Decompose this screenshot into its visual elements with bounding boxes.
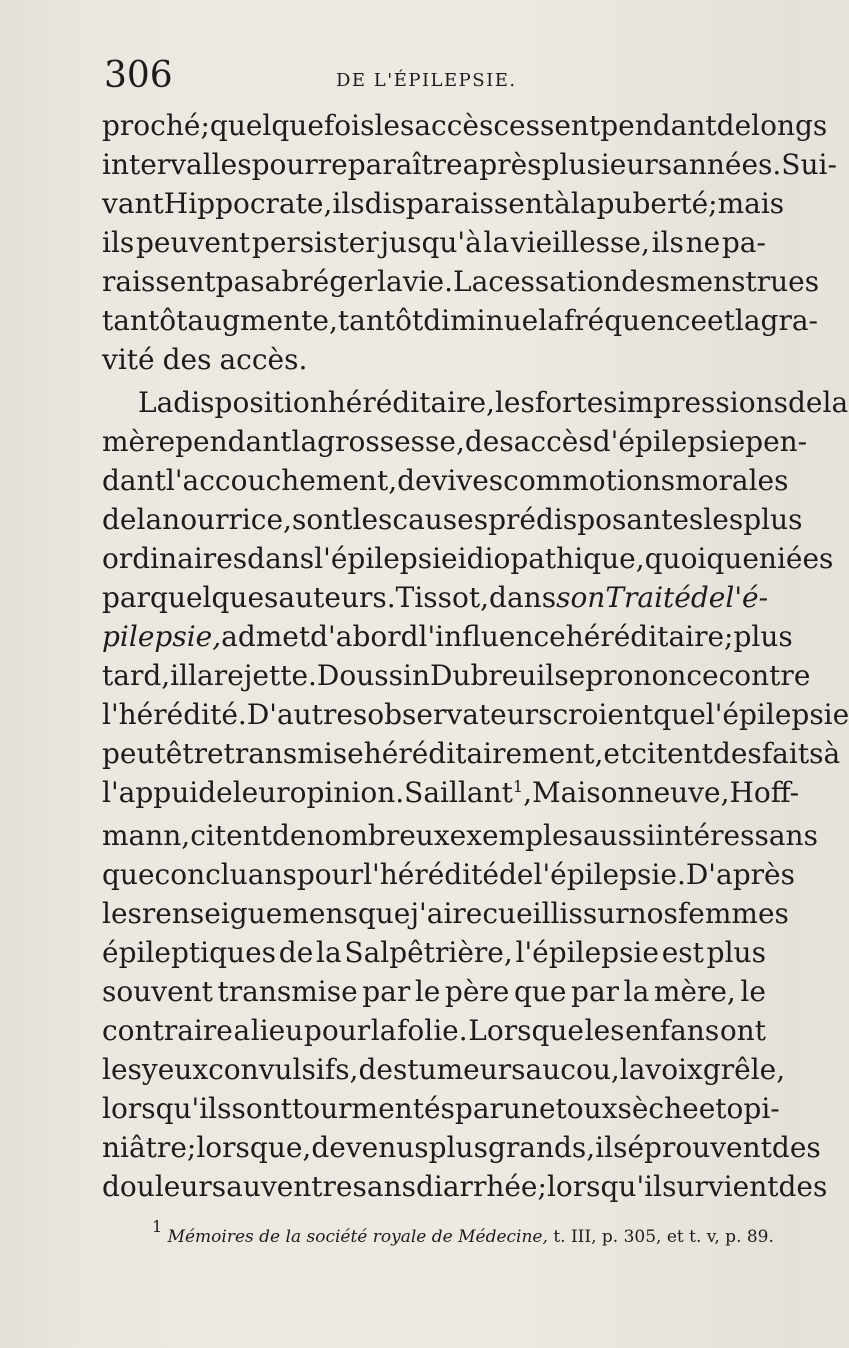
text-line: raissent pas abréger la vie. La cessation des menstrues bbox=[102, 265, 820, 298]
text-line: souvent transmise par le père que par la mère, le bbox=[102, 975, 766, 1008]
text-line: les renseiguemens que j'ai recueillis sur nos femmes bbox=[102, 897, 789, 930]
text-line: contraire a lieu pour la folie. Lorsque les enfans ont bbox=[102, 1014, 766, 1047]
text-line: intervalles pour reparaître après plusieurs années. Sui- bbox=[102, 148, 837, 181]
text-line: de la nourrice, sont les causes prédisposantes les plus bbox=[102, 503, 803, 536]
text-line: tard, il la rejette. Doussin Dubreuil se prononce contre bbox=[102, 659, 811, 692]
text-line: épileptiques de la Salpêtrière, l'épilepsie est plus bbox=[102, 936, 766, 969]
text-line: proché; quelquefois les accès cessent pendant de longs bbox=[102, 109, 828, 142]
text-line: l'hérédité. D'autres observateurs croient que l'épilepsie bbox=[102, 698, 849, 731]
running-head: DE L'ÉPILEPSIE. bbox=[336, 70, 517, 91]
text-line: mère pendant la grossesse, des accès d'épilepsie pen- bbox=[102, 425, 808, 458]
footnote-reference: t. III, p. 305, et t. v, p. 89. bbox=[553, 1227, 774, 1247]
footnote-title: Mémoires de la société royale de Médecine, bbox=[167, 1227, 548, 1247]
text-line: l'appui de leur opinion. Saillant$^1$, Maisonneuve, Hoff- bbox=[102, 776, 800, 809]
text-line: ordinaires dans l'épilepsie idiopathique, quoique niées bbox=[102, 542, 834, 575]
text-line: douleurs au ventre sans diarrhée; lorsqu'il survient des bbox=[102, 1170, 828, 1203]
footnote bbox=[152, 1217, 774, 1248]
text-line: vant Hippocrate, ils disparaissent à la puberté; mais bbox=[102, 187, 785, 220]
text-line: dant l'accouchement, de vives commotions morales bbox=[102, 464, 789, 497]
text-line: que concluans pour l'hérédité de l'épilepsie. D'après bbox=[102, 858, 795, 891]
text-line: les yeux convulsifs, des tumeurs au cou, la voix grêle, bbox=[102, 1053, 786, 1086]
page-number: 306 bbox=[104, 55, 173, 96]
body-text bbox=[102, 106, 849, 1206]
text-line: niâtre; lorsque, devenus plus grands, ils éprouvent des bbox=[102, 1131, 821, 1164]
text-line: lorsqu'ils sont tourmentés par une toux sèche et opi- bbox=[102, 1092, 780, 1125]
text-line: peut être transmise héréditairement, et citent des faits à bbox=[102, 737, 841, 770]
text-line: pilepsie, admet d'abord l'influence héréditaire; plus bbox=[102, 620, 793, 653]
text-line: par quelques auteurs. Tissot, dans son Traité de l'é- bbox=[102, 581, 769, 614]
text-line: tantôt augmente, tantôt diminue la fréquence et la gra- bbox=[102, 304, 818, 337]
text-line: La disposition héréditaire, les fortes impressions de la bbox=[138, 386, 849, 419]
text-line: vité des accès. bbox=[102, 343, 308, 376]
text-line: mann, citent de nombreux exemples aussi intéressans bbox=[102, 819, 818, 852]
footnote-marker: 1 bbox=[152, 1217, 163, 1236]
text-line: ils peuvent persister jusqu'à la vieillesse, ils ne pa- bbox=[102, 226, 766, 259]
